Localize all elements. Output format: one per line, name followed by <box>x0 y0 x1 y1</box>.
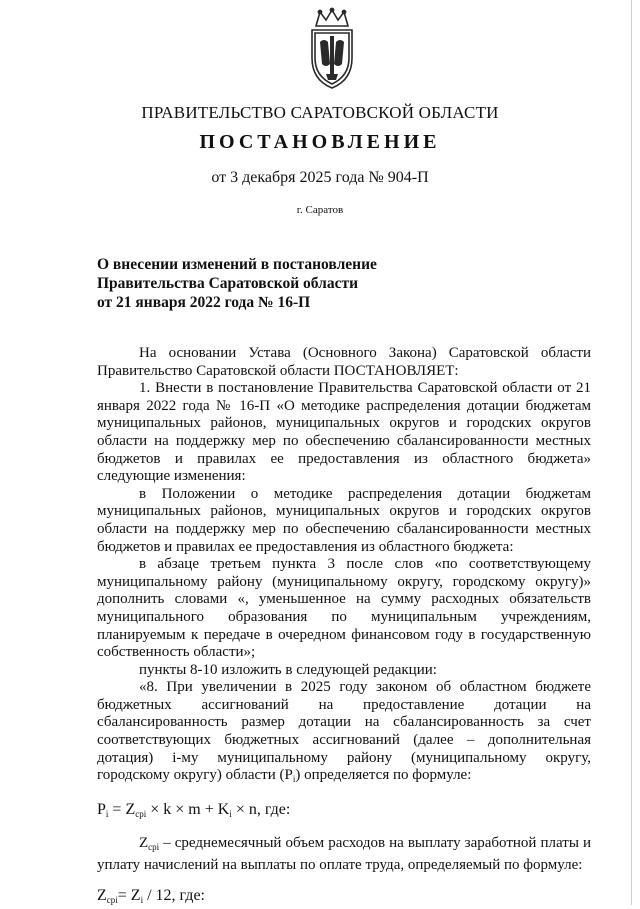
subject-line: от 21 января 2022 года № 16-П <box>97 294 311 311</box>
definition-text: – среднемесячный объем расходов на выплату заработной платы и уплату начислений на выплаты по оплате труда, определяемый по формуле: <box>97 835 591 874</box>
paragraph-clauses-8-10: пункты 8-10 изложить в следующей редакции: <box>139 661 437 678</box>
formula-symbol: = Z <box>108 800 136 818</box>
formula-symbol: Z <box>97 886 107 904</box>
document-body <box>97 345 591 909</box>
formula-symbol: Z <box>139 835 149 852</box>
formula-p <box>97 801 591 824</box>
clause-8-tail: ) определяется по формуле: <box>295 767 472 784</box>
document-city: г. Саратов <box>296 204 344 216</box>
subscript: cpi <box>135 808 147 819</box>
subject-line: О внесении изменений в постановление <box>97 256 377 273</box>
paragraph-definition-z <box>97 835 591 874</box>
subscript: i <box>105 808 109 819</box>
paragraph-preamble: На основании Устава (Основного Закона) Саратовской области Правительство Саратовской области ПОСТАНОВЛЯЕТ: <box>97 345 591 379</box>
subject-line: Правительства Саратовской области <box>97 275 358 292</box>
formula-symbol: × k × m + K <box>146 800 230 818</box>
paragraph-regulation: в Положении о методике распределения дотации бюджетам муниципальных районов, муниципальных округов и городских округов области на поддержку мер по обеспечению сбалансированности местных бюджетов и правилах ее предоставления из областного бюджета: <box>97 485 591 555</box>
subscript: cpi <box>148 842 160 853</box>
subscript: i <box>140 894 144 905</box>
paragraph-clause-8 <box>97 679 591 789</box>
coat-of-arms-emblem <box>300 6 364 90</box>
paragraph-clause-3: в абзаце третьем пункта 3 после слов «по соответствующему муниципальному району (муниципальному округу, городскому округу)» дополнить словами «, уменьшенное на сумму расходных обязательств муниципального образования по муниципальным учреждениям, планируемым к передаче в очередном финансовом году в государственную собственность области»; <box>97 556 591 661</box>
clause-8-text: «8. При увеличении в 2025 году законом об областном бюджете бюджетных ассигнований на предоставление дотации на сбалансированность размер дотации на сбалансированность за счет соответствующих бюджетных ассигнований (далее – дополнительная дотация) i-му муниципальному району (муниципальному округу, городскому округу) области (P <box>97 679 591 784</box>
paragraph-item-1: 1. Внести в постановление Правительства Саратовской области от 21 января 2022 года № 16-П «О методике распределения дотации бюджетам муниципальных районов, муниципальных округов и городских округов области на поддержку мер по обеспечению сбалансированности местных бюджетов и правилах ее предоставления из областного бюджета» следующие изменения: <box>97 380 591 485</box>
formula-symbol: × n, где: <box>231 800 291 818</box>
document-date-number: от 3 декабря 2025 года № 904-П <box>211 169 429 186</box>
document-subject <box>97 255 377 312</box>
subscript: i <box>292 774 296 785</box>
subscript: i <box>229 808 232 819</box>
subscript: cpi <box>106 894 118 905</box>
document-title: ПОСТАНОВЛЕНИЕ <box>199 131 441 153</box>
formula-z <box>97 887 591 909</box>
formula-symbol: P <box>97 800 106 818</box>
formula-symbol: / 12, где: <box>143 886 205 904</box>
government-name: ПРАВИТЕЛЬСТВО САРАТОВСКОЙ ОБЛАСТИ <box>141 103 499 122</box>
formula-symbol: = Z <box>117 886 141 904</box>
